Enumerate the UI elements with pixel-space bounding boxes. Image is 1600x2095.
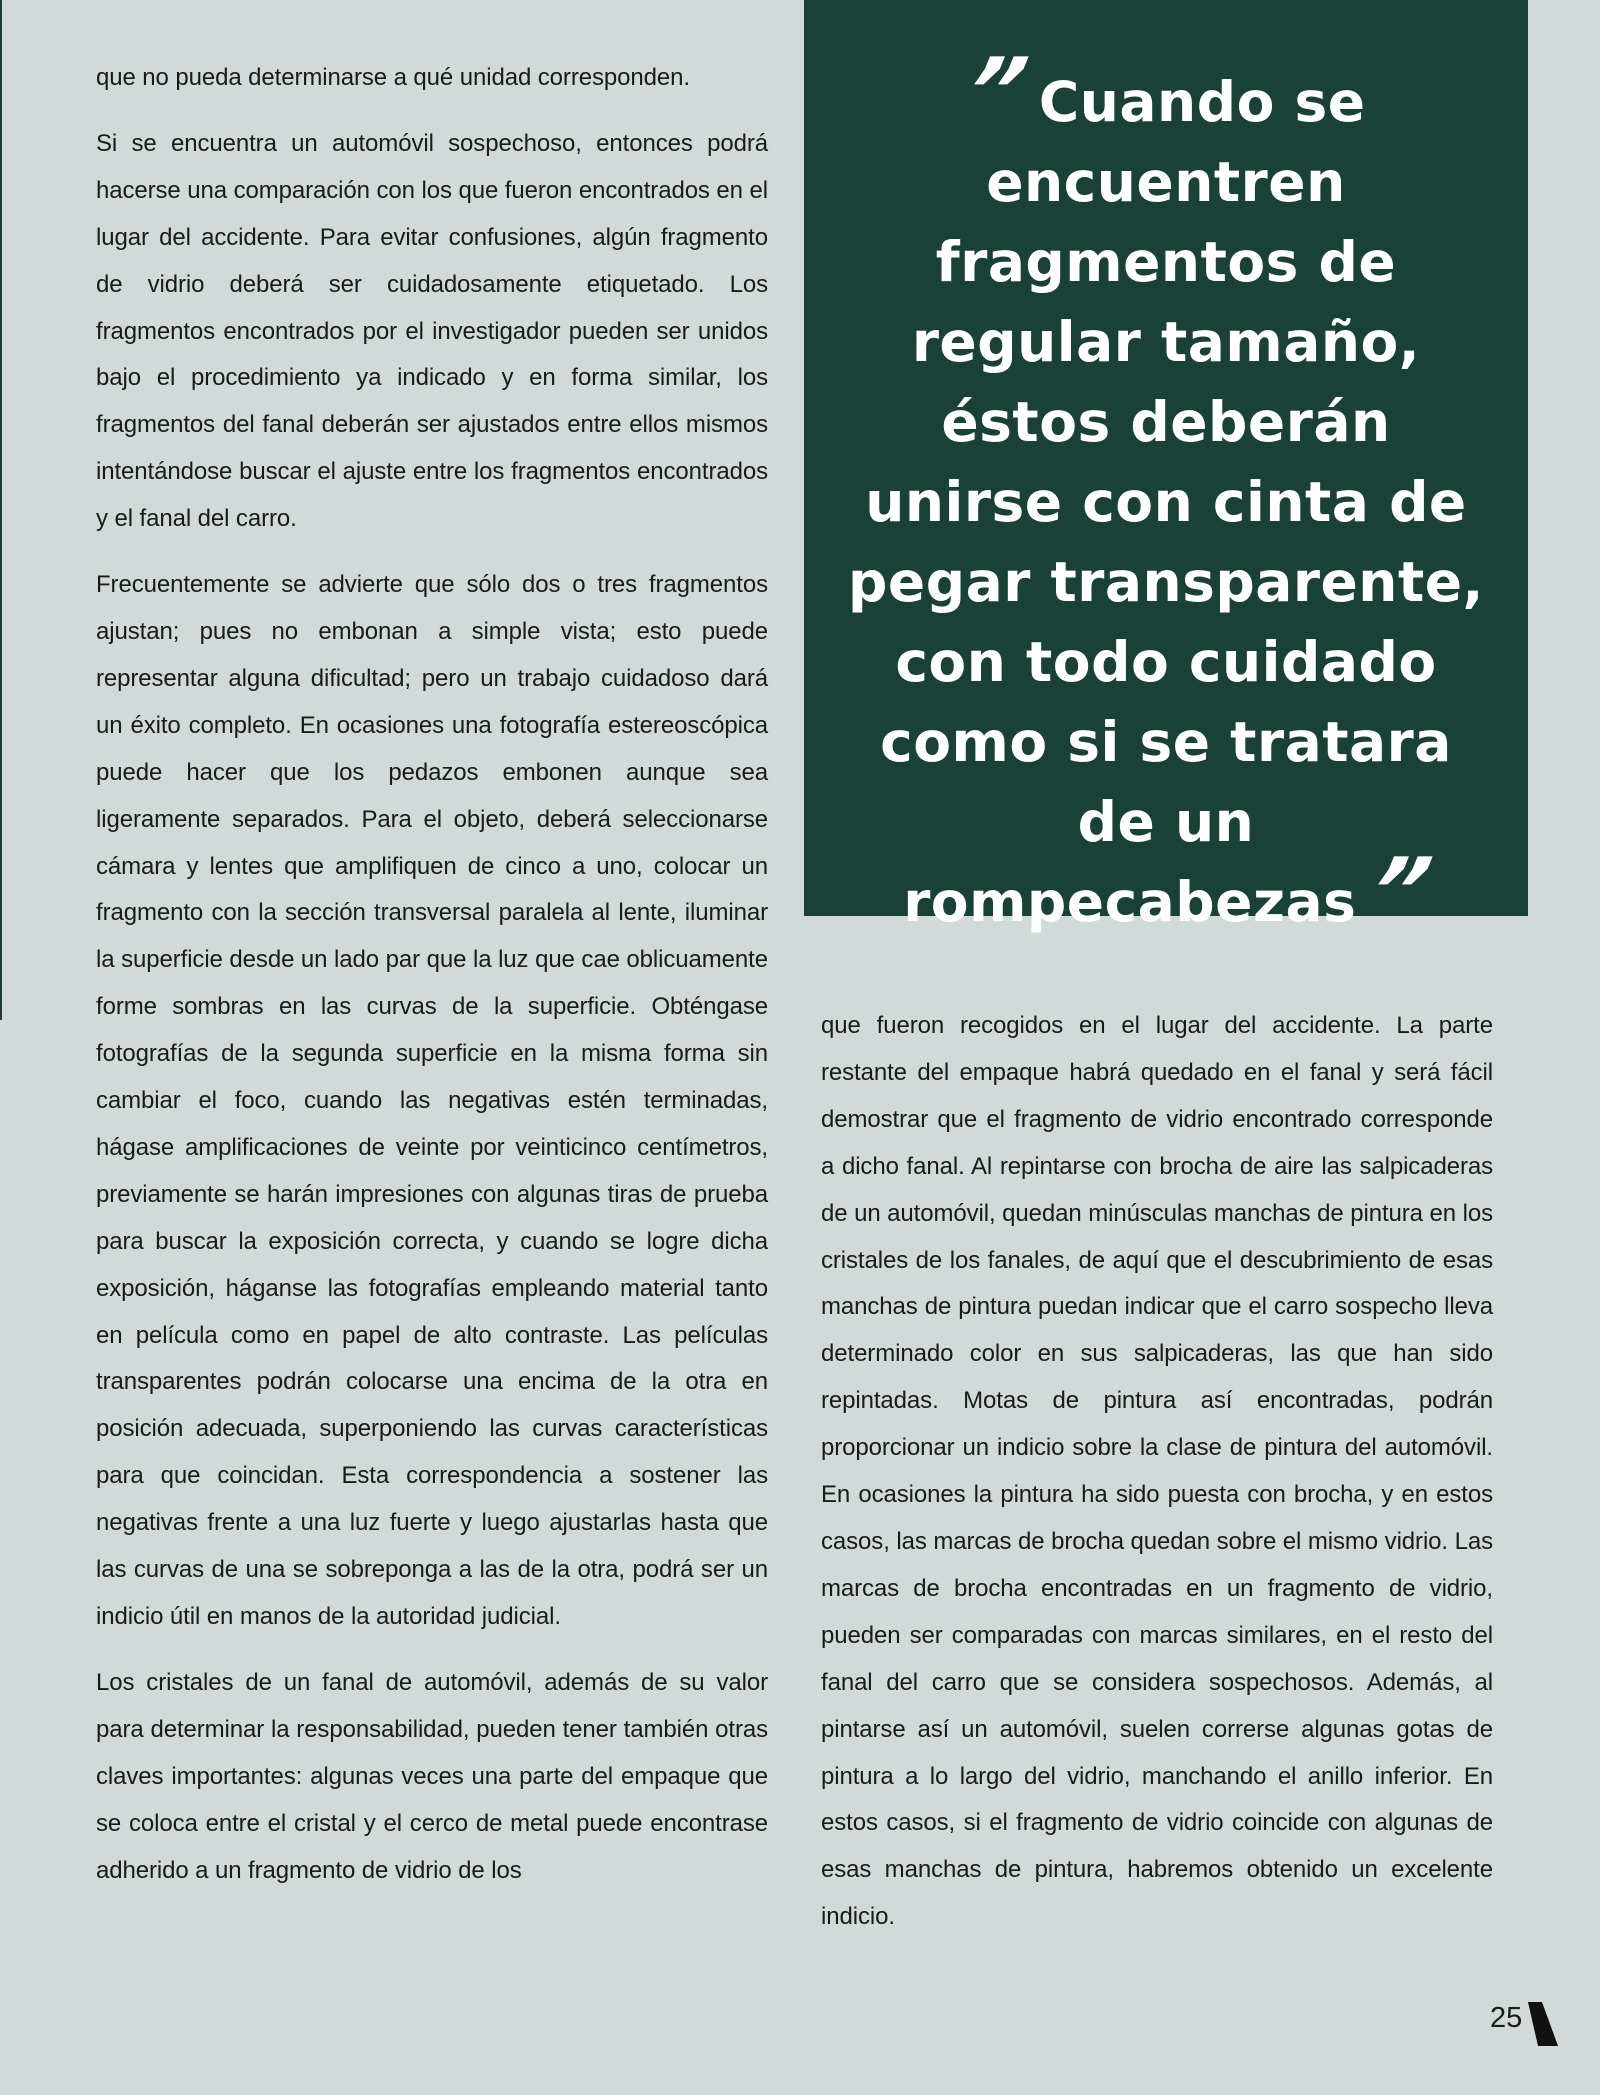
pull-quote [844, 39, 1488, 944]
open-quote-mark: ” [955, 39, 1037, 144]
paragraph-3: Frecuentemente se advierte que sólo dos o tres fragmentos ajustan; pues no embonan a simple vista; esto puede representar alguna dificultad; pero un trabajo cuidadoso dará un éxito completo. En ocasiones una fotografía estereoscópica puede hacer que los pedazos embonen aunque sea ligeramente separados. Para el objeto, deberá seleccionarse cámara y lentes que amplifiquen de cinco a uno, colocar un fragmento con la sección transversal paralela al lente, iluminar la superficie desde un lado par que la luz que cae oblicuamente forme sombras en las curvas de la superficie. Obténgase fotografías de la segunda superficie en la misma forma sin cambiar el foco, cuando las negativas estén terminadas, hágase amplificaciones de veinte por veinticinco centímetros, previamente se harán impresiones con algunas tiras de prueba para buscar la exposición correcta, y cuando se logre dicha exposición, háganse las fotografías empleando material tanto en película como en papel de alto contraste. Las películas transparentes podrán colocarse una encima de la otra en posición adecuada, superponiendo las curvas características para que coincidan. Esta correspondencia a sostener las negativas frente a una luz fuerte y luego ajustarlas hasta que las curvas de una se sobreponga a las de la otra, podrá ser un indicio útil en manos de la autoridad judicial. [96, 571, 768, 1630]
paragraph-2: Si se encuentra un automóvil sospechoso, entonces podrá hacerse una comparación con los que fueron encontrados en el lugar del accidente. Para evitar confusiones, algún fragmento de vidrio deberá ser cuidadosamente etiquetado. Los fragmentos encontrados por el investigador pueden ser unidos bajo el procedimiento ya indicado y en forma similar, los fragmentos del fanal deberán ser ajustados entre ellos mismos intentándose buscar el ajuste entre los fragmentos encontrados y el fanal del carro. [96, 129, 768, 533]
paragraph-5: que fueron recogidos en el lugar del accidente. La parte restante del empaque habrá quedado en el fanal y será fácil demostrar que el fragmento de vidrio encontrado corresponde a dicho fanal. Al repintarse con brocha de aire las salpicaderas de un automóvil, quedan minúsculas manchas de pintura en los cristales de los fanales, de aquí que el descubrimiento de esas manchas de pintura puedan indicar que el carro sospecho lleva determinado color en sus salpicaderas, las que han sido repintadas. Motas de pintura así encontradas, podrán proporcionar un indicio sobre la clase de pintura del automóvil. En ocasiones la pintura ha sido puesta con brocha, y en estos casos, las marcas de brocha quedan sobre el mismo vidrio. Las marcas de brocha encontradas en un fragmento de vidrio, pueden ser comparadas con marcas similares, en el resto del fanal del carro que se considera sospechosos. Además, al pintarse así un automóvil, suelen correrse algunas gotas de pintura a lo largo del vidrio, manchando el anillo inferior. En estos casos, si el fragmento de vidrio coincide con algunas de esas manchas de pintura, habremos obtenido un excelente indicio. [821, 1012, 1493, 1931]
pull-quote-box [804, 0, 1528, 944]
paragraph-4: Los cristales de un fanal de automóvil, además de su valor para determinar la responsabilidad, pueden tener también otras claves importantes: algunas veces una parte del empaque que se coloca entre el cristal y el cerco de metal puede encontrase adherido a un fragmento de vidrio de los [96, 1668, 768, 1884]
paragraph-1: que no pueda determinarse a qué unidad corresponden. [96, 64, 690, 91]
right-text-column [821, 1003, 1493, 1960]
left-text-column [96, 55, 768, 1913]
page-marker-icon [1528, 2002, 1558, 2046]
close-quote-mark: ” [1359, 839, 1441, 944]
page-number: 25 [1490, 2002, 1523, 2034]
pull-quote-text: Cuando se encuentren fragmentos de regular tamaño, éstos deberán unirse con cinta de pegar transparente, con todo cuidado como si se tratara de un rompecabezas [848, 70, 1484, 934]
left-edge-rule [0, 0, 2, 1020]
